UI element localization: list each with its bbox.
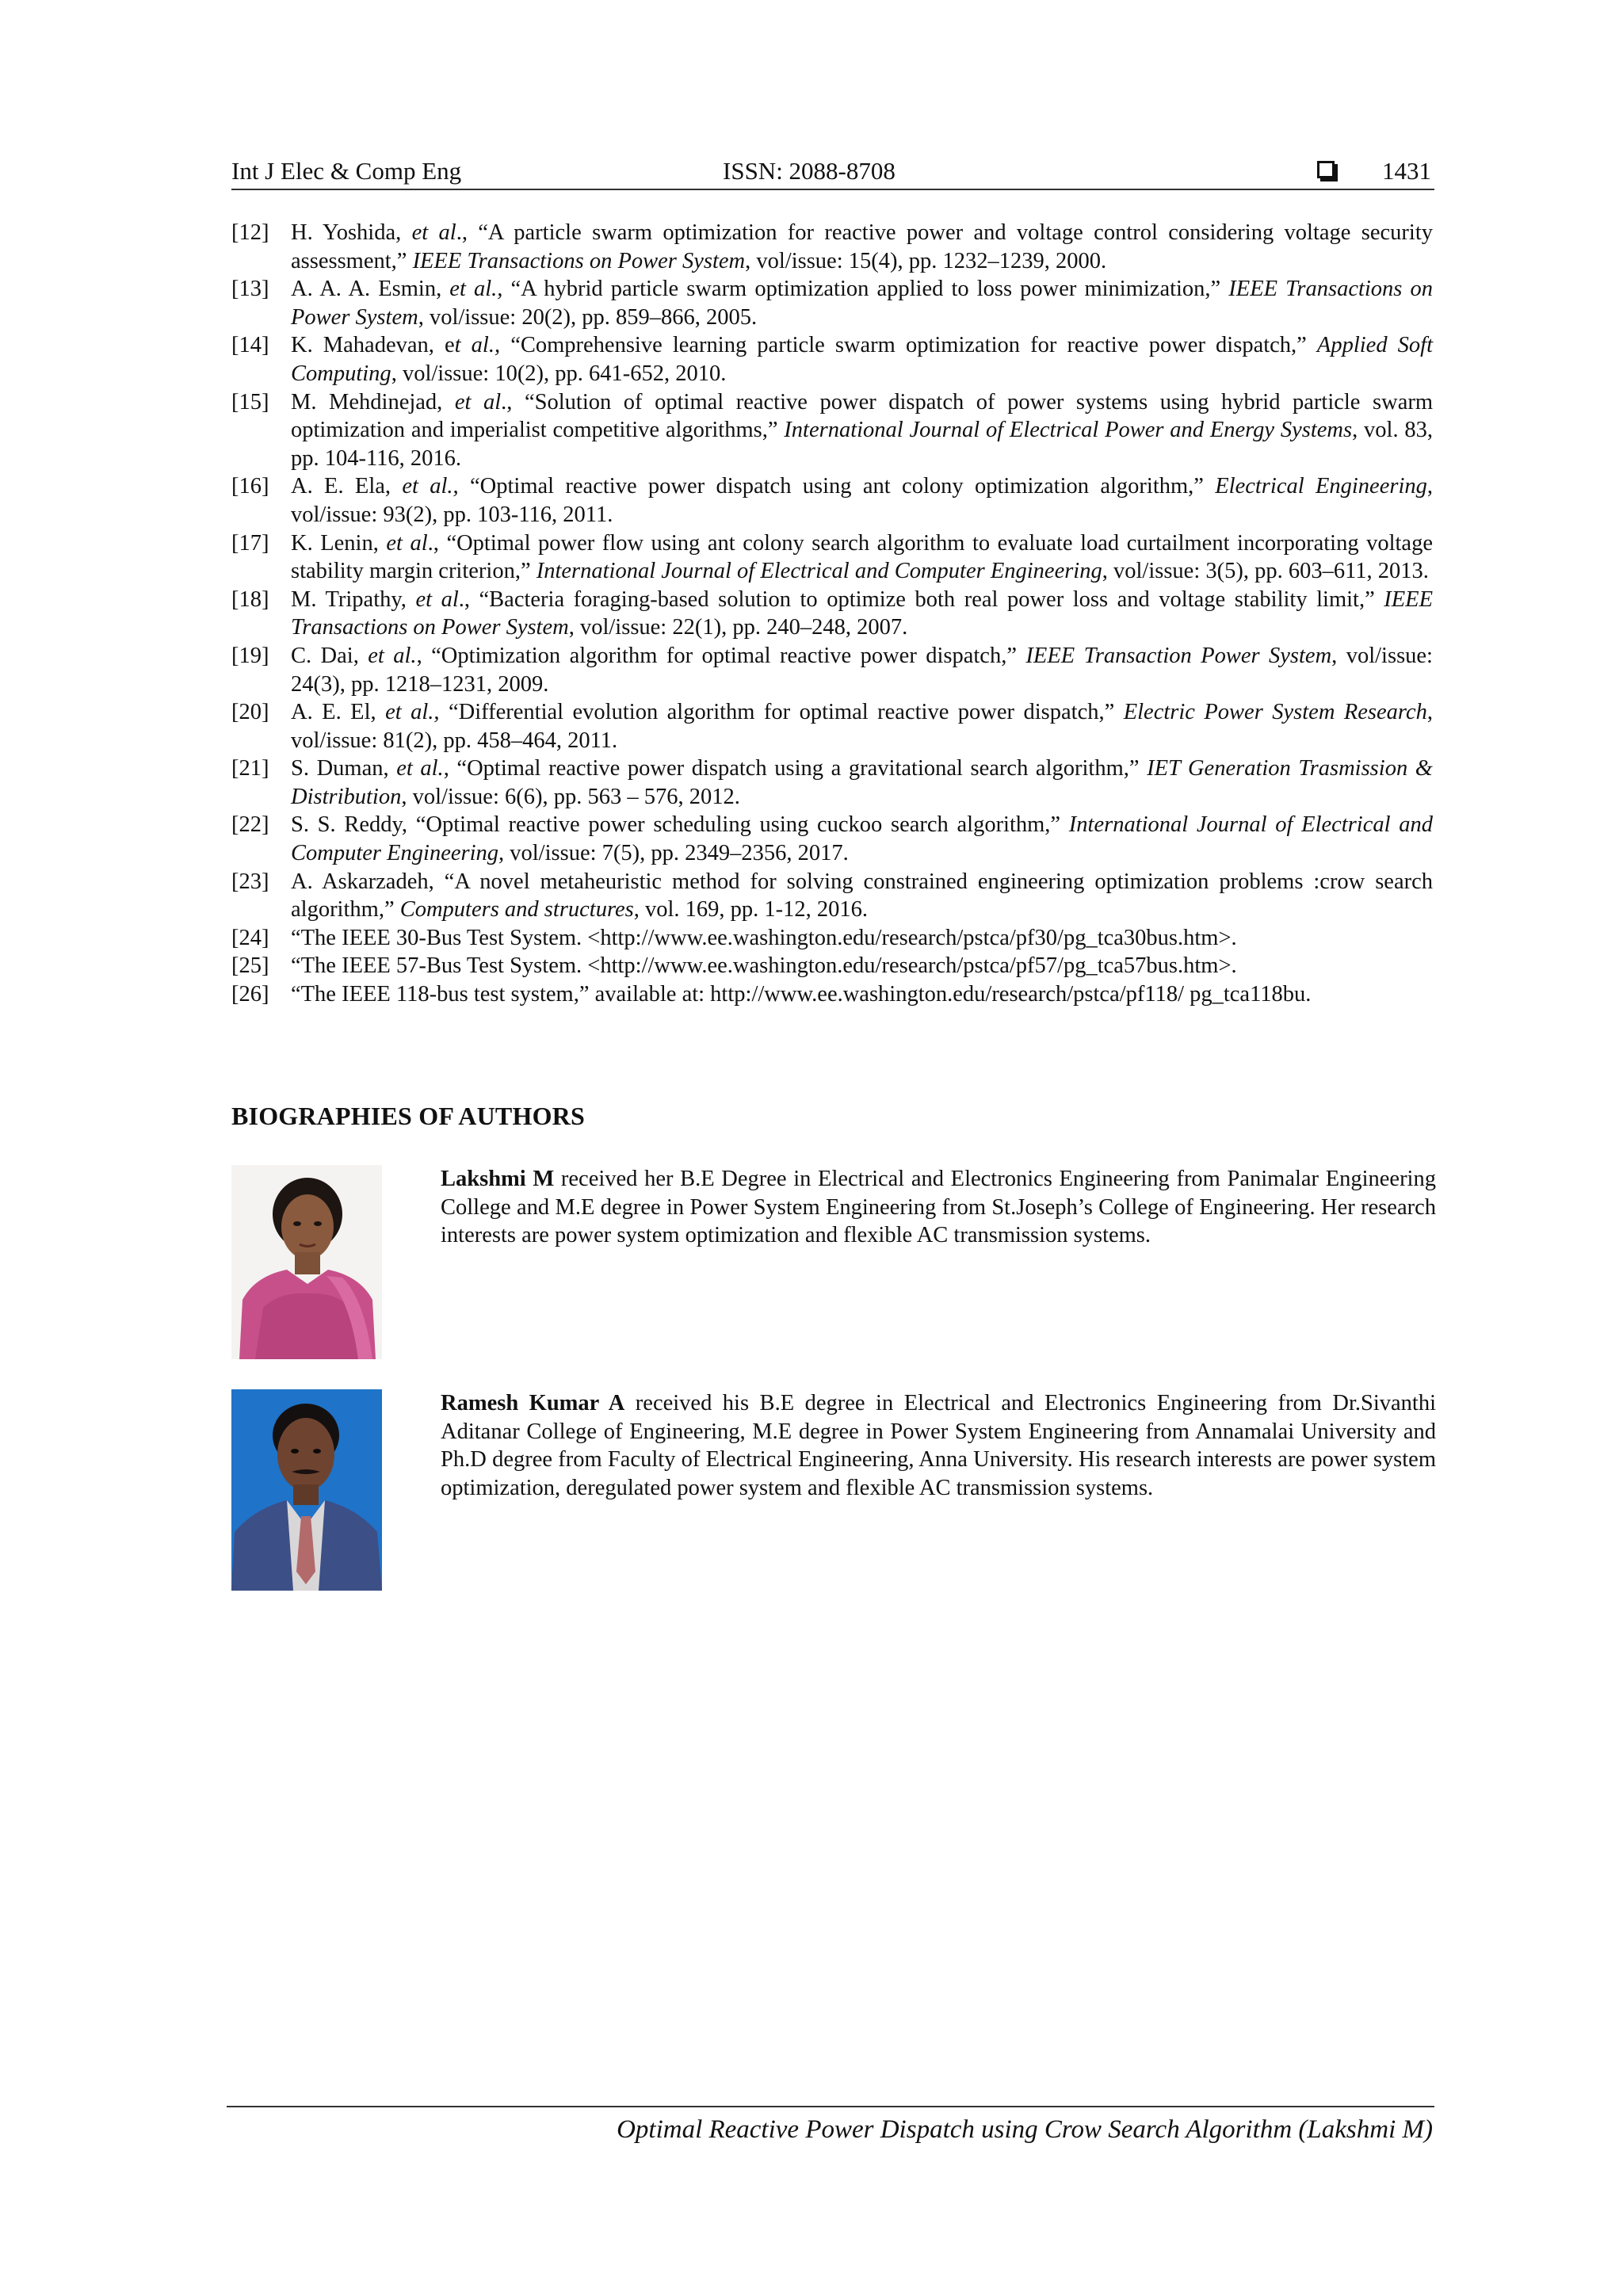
reference-number: [19] bbox=[231, 643, 269, 668]
reference-text-part: et al bbox=[386, 530, 428, 556]
author-description-1: received her B.E Degree in Electrical and Electronics Engineering from Panimalar Engineering College and M.E degree in Power System Engineering from St.Joseph’s College of Engineering. Her research interests are power system optimization and flexible AC transmission systems. bbox=[441, 1167, 1436, 1248]
reference-text-part: IEEE Transactions on Power System bbox=[291, 277, 1433, 330]
reference-text-part: et al bbox=[454, 389, 502, 415]
reference-item bbox=[231, 219, 1433, 275]
reference-text-part: “Optimal reactive power dispatch using ant colony optimization algorithm,” bbox=[458, 474, 1216, 499]
reference-text-part: M. Tripathy, bbox=[291, 586, 416, 612]
reference-text-part: “The IEEE 57-Bus Test System. <http://www.ee.washington.edu/research/pstca/pf57/pg_tca57bus.htm>. bbox=[291, 953, 1237, 979]
journal-name: Int J Elec & Comp Eng bbox=[231, 157, 462, 185]
author-name-1: Lakshmi M bbox=[441, 1167, 555, 1191]
reference-number: [12] bbox=[231, 220, 269, 245]
author-name-2: Ramesh Kumar A bbox=[441, 1391, 625, 1415]
reference-text-part: H. Yoshida, bbox=[291, 220, 412, 245]
reference-text-part: , vol/issue: 81(2), pp. 458–464, 2011. bbox=[291, 700, 1433, 753]
reference-text-part: M. Mehdinejad, bbox=[291, 389, 455, 415]
reference-text-part: Electrical Engineering bbox=[1215, 474, 1427, 499]
reference-text-part: et al., bbox=[402, 474, 459, 499]
reference-number: [22] bbox=[231, 812, 269, 838]
reference-text-part: ., “Optimal power flow using ant colony search algorithm to evaluate load curtailment incorporating voltage stability margin criterion,” bbox=[291, 530, 1433, 584]
author-description-2: received his B.E degree in Electrical and Electronics Engineering from Dr.Sivanthi Aditanar College of Engineering, M.E degree in Power System Engineering from Annamalai University and Ph.D degree from Faculty of Electrical Engineering, Anna University. His research interests are power system optimization, deregulated power system and flexible AC transmission systems. bbox=[441, 1391, 1436, 1500]
author-bio-text-2 bbox=[441, 1389, 1436, 1502]
reference-number: [26] bbox=[231, 982, 269, 1007]
reference-item bbox=[231, 275, 1433, 331]
author-photo-lakshmi bbox=[231, 1165, 382, 1359]
reference-number: [20] bbox=[231, 700, 269, 725]
reference-item bbox=[231, 529, 1433, 586]
reference-text-part: IEEE Transactions on Power System bbox=[291, 586, 1433, 640]
reference-text-part: International Journal of Electrical and Computer Engineering bbox=[536, 559, 1102, 584]
reference-text-part: International Journal of Electrical Power and Energy Systems bbox=[784, 418, 1353, 443]
reference-text-part: , “Optimal reactive power dispatch using a gravitational search algorithm,” bbox=[443, 756, 1148, 781]
reference-number: [13] bbox=[231, 277, 269, 302]
reference-number: [25] bbox=[231, 953, 269, 979]
author-bio-2 bbox=[231, 1389, 1436, 1591]
reference-text-part: , vol/issue: 10(2), pp. 641-652, 2010. bbox=[391, 361, 727, 386]
reference-text-part: ., “A particle swarm optimization for reactive power and voltage control considering voltage security assessment,” bbox=[291, 220, 1433, 273]
reference-text-part: ., “Solution of optimal reactive power dispatch of power systems using hybrid particle swarm optimization and imperialist competitive algorithms,” bbox=[291, 389, 1434, 443]
reference-text-part: et al., bbox=[449, 277, 503, 302]
footer-rule bbox=[227, 2106, 1434, 2107]
reference-text-part: K. Mahadevan, e bbox=[291, 333, 455, 358]
reference-item bbox=[231, 472, 1433, 529]
reference-number: [23] bbox=[231, 869, 269, 894]
reference-item bbox=[231, 952, 1433, 980]
reference-text-part: et al bbox=[411, 220, 456, 245]
reference-text-part: “Comprehensive learning particle swarm optimization for reactive power dispatch,” bbox=[500, 333, 1317, 358]
reference-item bbox=[231, 980, 1433, 1009]
reference-item bbox=[231, 586, 1433, 642]
reference-text-part: , vol/issue: 7(5), pp. 2349–2356, 2017. bbox=[498, 841, 849, 866]
reference-text-part: A. A. A. Esmin, bbox=[291, 277, 450, 302]
reference-text-part: A. Askarzadeh, “A novel metaheuristic method for solving constrained engineering optimization problems :crow search algorithm,” bbox=[291, 869, 1433, 923]
issn: ISSN: 2088-8708 bbox=[723, 157, 896, 185]
reference-text-part: , vol/issue: 20(2), pp. 859–866, 2005. bbox=[418, 304, 758, 330]
author-bio-1 bbox=[231, 1165, 1436, 1359]
reference-text-part: K. Lenin, bbox=[291, 530, 387, 556]
reference-text-part: et al bbox=[415, 586, 459, 612]
reference-text-part: Applied Soft Computing bbox=[291, 333, 1434, 386]
reference-item bbox=[231, 331, 1433, 388]
reference-text-part: , vol/issue: 6(6), pp. 563 – 576, 2012. bbox=[401, 784, 740, 809]
biographies-heading: BIOGRAPHIES OF AUTHORS bbox=[231, 1102, 585, 1130]
reference-text-part: ., “Bacteria foraging-based solution to optimize both real power loss and voltage stability limit,” bbox=[458, 586, 1384, 612]
reference-text-part: International Journal of Electrical and Computer Engineering bbox=[291, 812, 1433, 866]
reference-text-part: C. Dai, bbox=[291, 643, 369, 668]
reference-number: [17] bbox=[231, 530, 269, 556]
reference-number: [21] bbox=[231, 756, 269, 781]
reference-number: [15] bbox=[231, 389, 269, 415]
reference-text-part: , vol/issue: 3(5), pp. 603–611, 2013. bbox=[1102, 559, 1429, 584]
reference-text-part: , vol/issue: 93(2), pp. 103-116, 2011. bbox=[291, 474, 1433, 527]
reference-text-part: A. E. Ela, bbox=[291, 474, 403, 499]
reference-item bbox=[231, 642, 1433, 698]
reference-text-part: IET Generation Trasmission & Distribution bbox=[291, 756, 1433, 809]
author-bio-text-1 bbox=[441, 1165, 1436, 1250]
reference-text-part: , vol. 83, pp. 104-116, 2016. bbox=[291, 418, 1433, 471]
reference-text-part: S. S. Reddy, “Optimal reactive power scheduling using cuckoo search algorithm,” bbox=[291, 812, 1069, 838]
reference-item bbox=[231, 698, 1433, 755]
reference-text-part: A. E. El, bbox=[291, 700, 386, 725]
reference-text-part: Computers and structures bbox=[399, 897, 634, 923]
reference-number: [14] bbox=[231, 333, 269, 358]
reference-text-part: , vol/issue: 22(1), pp. 240–248, 2007. bbox=[568, 615, 908, 640]
page-number: 1431 bbox=[1382, 157, 1431, 185]
reference-text-part: IEEE Transactions on Power System bbox=[412, 248, 746, 273]
reference-text-part: “Differential evolution algorithm for optimal reactive power dispatch,” bbox=[439, 700, 1124, 725]
reference-text-part: et al., bbox=[385, 700, 440, 725]
reference-item bbox=[231, 388, 1433, 473]
reference-item bbox=[231, 811, 1433, 867]
reference-text-part: “A hybrid particle swarm optimization applied to loss power minimization,” bbox=[502, 277, 1229, 302]
reference-item bbox=[231, 755, 1433, 811]
reference-text-part: et al. bbox=[396, 756, 444, 781]
reference-text-part: “The IEEE 118-bus test system,” available at: http://www.ee.washington.edu/research/pstca/pf118/ pg_tca118bu. bbox=[291, 982, 1312, 1007]
reference-number: [18] bbox=[231, 586, 269, 612]
reference-text-part: IEEE Transaction Power System bbox=[1025, 643, 1332, 668]
reference-number: [16] bbox=[231, 474, 269, 499]
reference-text-part: “The IEEE 30-Bus Test System. <http://www.ee.washington.edu/research/pstca/pf30/pg_tca30bus.htm>. bbox=[291, 925, 1237, 950]
reference-item bbox=[231, 868, 1433, 924]
running-header bbox=[231, 154, 1434, 190]
author-photo-ramesh bbox=[231, 1389, 382, 1591]
reference-text-part: Electric Power System Research bbox=[1123, 700, 1427, 725]
reference-text-part: , vol. 169, pp. 1-12, 2016. bbox=[633, 897, 869, 923]
reference-text-part: et al. bbox=[368, 643, 417, 668]
reference-text-part: , vol/issue: 24(3), pp. 1218–1231, 2009. bbox=[291, 643, 1433, 697]
reference-text-part: S. Duman, bbox=[291, 756, 397, 781]
reference-number: [24] bbox=[231, 925, 269, 950]
reference-list bbox=[231, 219, 1433, 1009]
reference-text-part: , “Optimization algorithm for optimal reactive power dispatch,” bbox=[416, 643, 1026, 668]
reference-text-part: t al., bbox=[454, 333, 501, 358]
running-footer: Optimal Reactive Power Dispatch using Crow Search Algorithm (Lakshmi M) bbox=[617, 2115, 1433, 2144]
reference-item bbox=[231, 924, 1433, 953]
reference-text-part: , vol/issue: 15(4), pp. 1232–1239, 2000. bbox=[745, 248, 1107, 273]
checkbox-square-icon bbox=[1317, 161, 1335, 178]
